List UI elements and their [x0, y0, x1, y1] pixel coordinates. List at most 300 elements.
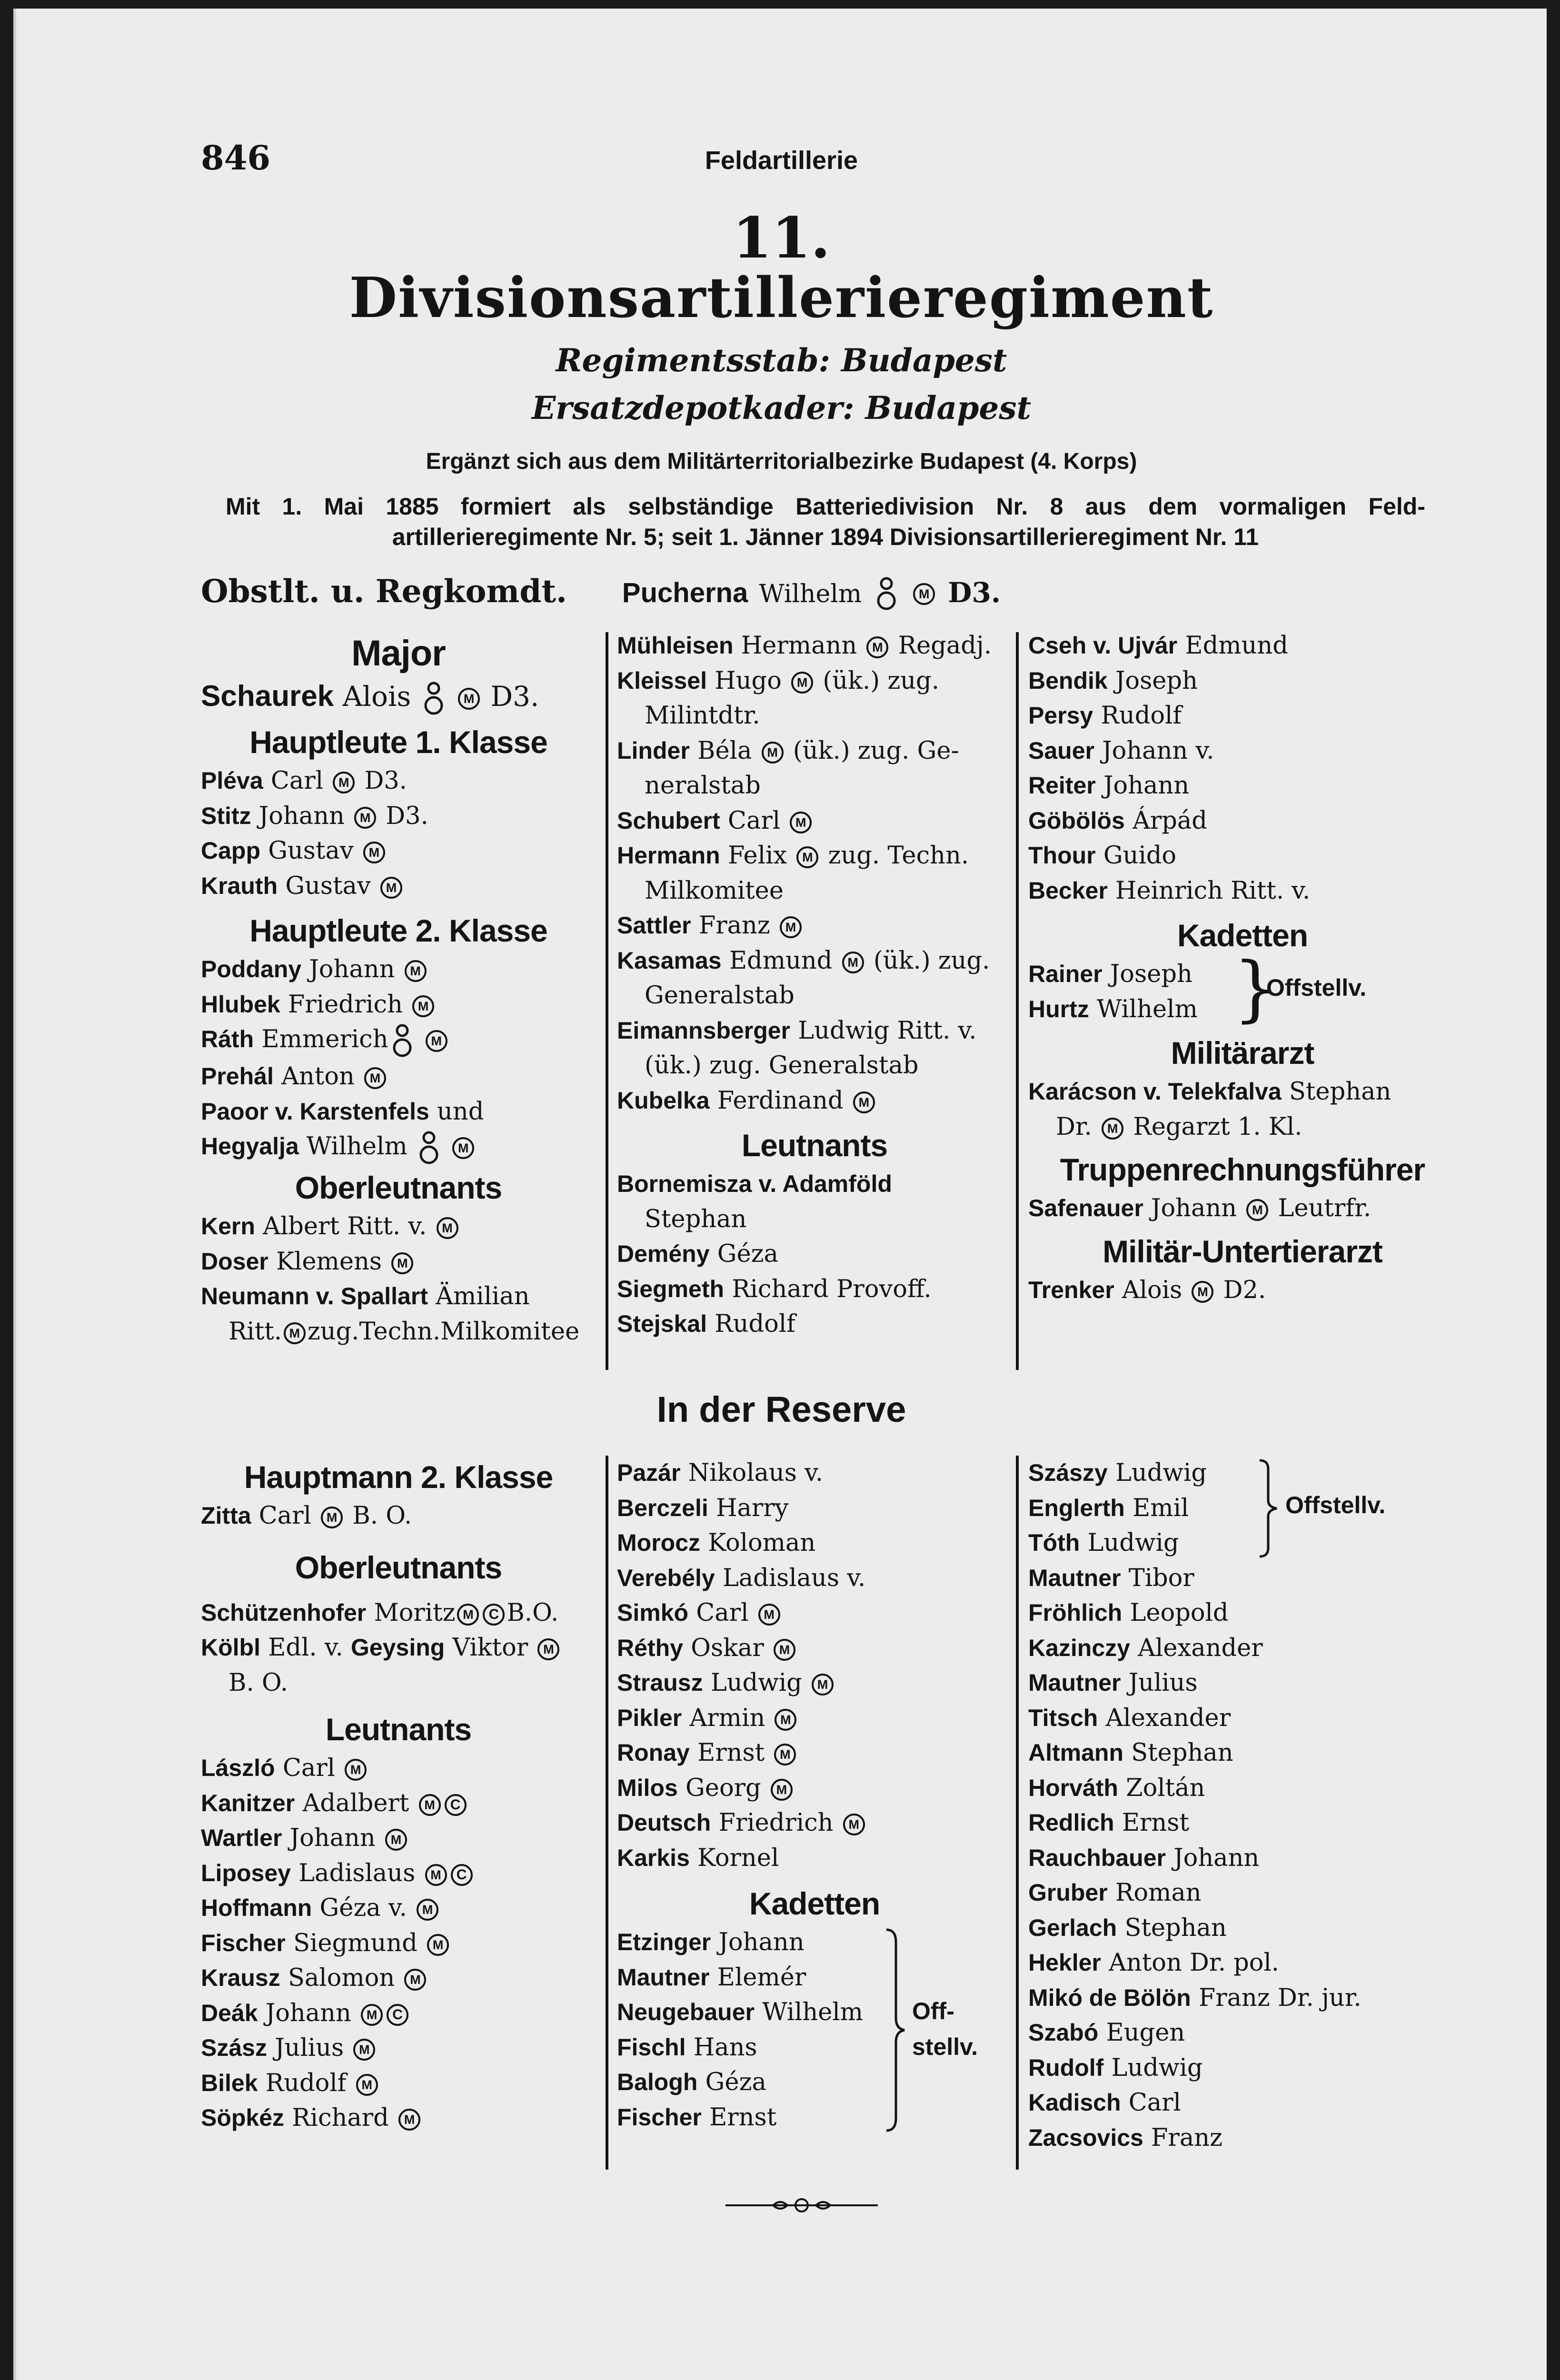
given-name: Béla: [697, 736, 752, 765]
list-item: Safenauer Johann M Leutrfr.: [1028, 1194, 1371, 1222]
reserve-heading: In der Reserve: [656, 1389, 906, 1430]
officers-column-2: [617, 628, 1012, 1342]
m-mark-icon: M: [758, 1604, 780, 1626]
surname: Hlubek: [201, 991, 280, 1018]
surname: Rudolf: [1028, 2054, 1104, 2081]
surname: Mühleisen: [617, 632, 734, 659]
given-name: Ladislaus: [298, 1859, 416, 1887]
given-name: Oskar: [691, 1634, 764, 1662]
surname: Redlich: [1028, 1809, 1114, 1836]
m-mark-icon: M: [762, 742, 784, 764]
list-item: [201, 833, 596, 869]
surname: Hekler: [1028, 1949, 1101, 1976]
given-name: Géza: [705, 2068, 766, 2096]
officers-column-1: [201, 632, 596, 1349]
surname: Capp: [201, 837, 260, 864]
list-item: [617, 1805, 1012, 1841]
surname: Sattler: [617, 912, 691, 939]
given-name: Siegmund: [293, 1929, 417, 1957]
m-mark-icon: M: [452, 1137, 474, 1159]
list-item: [617, 1526, 1012, 1561]
list-item: [201, 1926, 596, 1961]
leutnants-list: [617, 1167, 1012, 1342]
page-title: Divisionsartillerieregiment: [349, 266, 1214, 330]
given-name: Gustav: [268, 837, 354, 865]
surname: Eimannsberger: [617, 1017, 791, 1044]
m-mark-icon: M: [1102, 1118, 1123, 1140]
list-item: [617, 2065, 1012, 2100]
list-item-continuation: B. O.: [229, 1668, 288, 1697]
m-mark-icon: M: [363, 842, 385, 863]
decoration-cross-icon: [875, 576, 897, 612]
given-name: Georg: [686, 1774, 761, 1802]
list-item: [617, 1561, 1012, 1596]
regimentsstab: Regimentsstab: Budapest: [556, 342, 1007, 379]
surname: Cseh v. Ujvár: [1028, 632, 1178, 659]
list-item: [617, 1083, 1012, 1119]
given-name: Rudolf: [715, 1310, 796, 1338]
surname: Ronay: [617, 1739, 690, 1766]
given-name: Alexander: [1138, 1634, 1263, 1662]
m-mark-icon: M: [866, 636, 888, 658]
list-item: Neumann v. Spallart Ämilian: [201, 1282, 530, 1310]
list-item: [617, 1666, 1012, 1701]
given-name: Franz Dr. jur.: [1198, 1983, 1361, 2012]
list-item: Kölbl Edl. v. Geysing Viktor M: [201, 1630, 596, 1666]
note: zug. Techn.: [828, 842, 969, 870]
m-mark-icon: M: [537, 1638, 559, 1660]
page-number: 846: [201, 138, 271, 178]
kadetten-note-2: stellv.: [912, 2033, 978, 2060]
list-item: [1028, 1805, 1457, 1841]
list-item: [617, 1631, 1012, 1666]
given-name: Hans: [693, 2033, 757, 2062]
list-item: [617, 734, 1012, 769]
hauptmann-heading: Hauptmann 2. Klasse: [244, 1459, 553, 1495]
given-name: Carl: [282, 1754, 335, 1782]
given-name: Nikolaus v.: [688, 1459, 824, 1487]
surname: Persy: [1028, 702, 1093, 729]
surname: Deák: [201, 1999, 258, 2026]
m-mark-icon: M: [398, 2109, 420, 2131]
surname: Söpkéz: [201, 2104, 285, 2131]
given-name: Harry: [716, 1494, 789, 1522]
m-mark-icon: M: [333, 772, 355, 793]
kadetten-heading: Kadetten: [1177, 918, 1308, 953]
list-item: [1028, 1666, 1457, 1701]
given-name: Ludwig: [1111, 2053, 1203, 2082]
given-name: Zoltán: [1126, 1774, 1205, 1802]
given-name: Emmerich: [261, 1025, 388, 1053]
list-item: [1028, 2085, 1457, 2121]
list-item: [1028, 1491, 1457, 1526]
surname: Wartler: [201, 1825, 282, 1851]
decoration-cross-icon: [418, 1130, 440, 1166]
surname: Hurtz: [1028, 995, 1089, 1022]
oberleutnants-list: [617, 628, 1012, 1118]
list-item: [1028, 1701, 1457, 1736]
m-mark-icon: M: [913, 583, 935, 605]
surname: Mautner: [617, 1964, 710, 1991]
given-name: Emil: [1133, 1494, 1189, 1522]
officers-column-3: [1028, 628, 1457, 1308]
surname: Kazinczy: [1028, 1634, 1130, 1661]
given-name: Carl: [696, 1599, 749, 1627]
given-name: Gustav: [285, 872, 371, 900]
list-item: [1028, 1875, 1457, 1911]
given-name: Carl: [727, 806, 781, 835]
surname: Kasamas: [617, 947, 722, 974]
hauptleute-2-list: [201, 952, 596, 1094]
m-mark-icon: M: [457, 1604, 479, 1626]
surname: Hoffmann: [201, 1894, 312, 1921]
given-name: Richard Provoff.: [732, 1275, 932, 1303]
given-name: Elemér: [717, 1963, 806, 1992]
given-name: Carl: [270, 767, 324, 795]
given-name: Felix: [727, 842, 787, 870]
surname: Fröhlich: [1028, 1599, 1123, 1626]
list-item: [201, 2101, 596, 2136]
reserve-column-2: [617, 1456, 1012, 2135]
m-mark-icon: M: [853, 1091, 875, 1113]
given-name: Ernst: [709, 2103, 777, 2132]
oberleutnants-heading: Oberleutnants: [295, 1170, 502, 1205]
m-mark-icon: M: [774, 1744, 796, 1765]
regiment-number: 11.: [732, 205, 831, 271]
surname: Szász: [201, 2034, 267, 2061]
m-mark-icon: M: [345, 1759, 367, 1781]
surname: Stitz: [201, 802, 251, 829]
list-item: Karácson v. Telekfalva Stephan: [1028, 1078, 1391, 1106]
given-name: Johann: [718, 1928, 805, 1956]
given-name: Adalbert: [302, 1789, 409, 1817]
list-item: [1028, 1456, 1457, 1491]
list-item: [201, 1821, 596, 1856]
list-item: [1028, 1561, 1457, 1596]
given-name: Roman: [1115, 1879, 1202, 1907]
m-mark-icon: M: [405, 960, 427, 982]
list-item: [1028, 664, 1457, 699]
surname: Linder: [617, 737, 690, 764]
kadetten-group: [617, 1925, 1012, 2135]
given-name: Leopold: [1130, 1599, 1229, 1627]
surname: Sauer: [1028, 737, 1094, 764]
list-item: [617, 1701, 1012, 1736]
surname: Kanitzer: [201, 1789, 295, 1816]
m-mark-icon: M: [796, 846, 818, 868]
surname: Neugebauer: [617, 1999, 755, 2025]
commander-surname: Pucherna: [622, 577, 748, 608]
note: (ük.) zug. Ge-: [793, 736, 959, 765]
surname: Berczeli: [617, 1494, 708, 1521]
surname: Kubelka: [617, 1087, 710, 1114]
m-mark-icon: M: [842, 952, 864, 973]
list-item: [1028, 1771, 1457, 1806]
list-item: [201, 2066, 596, 2101]
history-note: [226, 491, 1425, 552]
given-name: Franz: [698, 912, 770, 940]
list-item: [617, 664, 1012, 699]
surname: Altmann: [1028, 1739, 1123, 1766]
note: (ük.) zug.: [873, 946, 990, 975]
list-item: [201, 1786, 596, 1821]
m-mark-icon: M: [791, 672, 813, 694]
surname: Ráth: [201, 1026, 254, 1052]
hauptleute-1-list: [201, 764, 596, 903]
surname: Strausz: [617, 1669, 703, 1696]
list-item: [201, 1022, 596, 1059]
given-name: Johann: [258, 802, 345, 830]
m-mark-icon: M: [284, 1322, 306, 1344]
surname: Rauchbauer: [1028, 1844, 1166, 1871]
c-mark-icon: C: [387, 2004, 408, 2026]
m-mark-icon: M: [771, 1779, 793, 1801]
list-item: Kern Albert Ritt. v. M: [201, 1209, 596, 1244]
leutnants-list: [617, 1456, 1012, 1875]
suffix: D3.: [386, 802, 428, 830]
surname: Titsch: [1028, 1704, 1098, 1731]
list-item: [201, 2031, 596, 2066]
m-mark-icon: M: [780, 916, 802, 938]
list-item: [617, 1237, 1012, 1272]
list-item-continuation: Milkomitee: [645, 876, 784, 905]
list-item: Schützenhofer Moritz M C B.O.: [201, 1598, 559, 1627]
surname: Bendik: [1028, 667, 1108, 694]
given-name: Johann: [309, 955, 395, 983]
m-mark-icon: M: [361, 2004, 383, 2026]
given-name: Franz: [1151, 2123, 1222, 2152]
decoration-cross-icon: [423, 681, 445, 717]
m-mark-icon: M: [417, 1899, 438, 1921]
surname: Krausz: [201, 1964, 280, 1991]
leutnants-list: [1028, 628, 1457, 908]
recruitment-note: Ergänzt sich aus dem Militärterritorialbezirke Budapest (4. Korps): [426, 449, 1137, 474]
given-name: Stephan: [1131, 1739, 1233, 1767]
list-item: [617, 1013, 1012, 1049]
list-item: [617, 1841, 1012, 1876]
given-name: Eugen: [1106, 2019, 1185, 2047]
m-mark-icon: M: [1246, 1199, 1268, 1221]
list-item: [201, 1891, 596, 1926]
list-item: [617, 908, 1012, 943]
surname: Hermann: [617, 842, 720, 869]
given-name: Johann: [1173, 1844, 1260, 1872]
untertierarzt-heading: Militär-Untertierarzt: [1103, 1233, 1382, 1269]
hauptleute-2-heading: Hauptleute 2. Klasse: [249, 913, 547, 948]
given-name: Edmund: [1185, 632, 1288, 660]
given-name: Hugo: [715, 666, 782, 695]
given-name: Alexander: [1105, 1704, 1231, 1732]
list-item: [201, 1961, 596, 1996]
m-mark-icon: M: [380, 877, 402, 899]
given-name: Anton Dr. pol.: [1109, 1949, 1280, 1977]
given-name: Ernst: [697, 1739, 765, 1767]
given-name: Hermann: [741, 632, 857, 660]
list-item: [201, 1996, 596, 2031]
c-mark-icon: C: [451, 1864, 473, 1886]
commander-rank: Obstlt. u. Regkomdt.: [201, 573, 567, 610]
surname: Morocz: [617, 1529, 700, 1556]
surname: Prehál: [201, 1063, 274, 1090]
surname: Horváth: [1028, 1774, 1118, 1801]
given-name: Friedrich: [718, 1809, 834, 1837]
suffix: D3.: [364, 767, 407, 795]
surname: Kadisch: [1028, 2089, 1121, 2116]
given-name: Ludwig: [1087, 1529, 1179, 1557]
oberleutnants-heading: Oberleutnants: [295, 1549, 502, 1585]
surname: Kleissel: [617, 667, 707, 694]
m-mark-icon: M: [775, 1709, 796, 1731]
surname: Deutsch: [617, 1809, 711, 1836]
surname: Gerlach: [1028, 1914, 1117, 1941]
surname: Schubert: [617, 807, 720, 834]
given-name: Géza: [717, 1240, 778, 1268]
list-item: [201, 869, 596, 904]
kadetten-note: Offstellv.: [1266, 974, 1367, 1001]
brace: }: [1233, 947, 1279, 1030]
list-item: [1028, 1526, 1457, 1561]
list-item-continuation: Dr. M Regarzt 1. Kl.: [1056, 1112, 1302, 1141]
given-name: Árpád: [1132, 806, 1207, 835]
given-name: Kornel: [697, 1844, 779, 1872]
surname: Fischer: [201, 1929, 286, 1956]
list-item: [1028, 628, 1457, 664]
list-item: [617, 1596, 1012, 1631]
given-name: Ladislaus v.: [722, 1564, 866, 1592]
brace: [1257, 1458, 1281, 1558]
surname: Pléva: [201, 767, 263, 794]
offstellv-note: Offstellv.: [1285, 1492, 1386, 1518]
leutnants-list: [201, 1751, 596, 2136]
list-item: [201, 987, 596, 1022]
surname: Bilek: [201, 2069, 258, 2096]
list-item: [1028, 2051, 1457, 2086]
given-name: Stephan: [1124, 1914, 1227, 1942]
m-mark-icon: M: [425, 1864, 447, 1886]
kadetten-note-1: Off-: [912, 1998, 954, 2024]
m-mark-icon: M: [321, 1507, 343, 1528]
m-mark-icon: M: [458, 688, 480, 710]
m-mark-icon: M: [812, 1674, 834, 1696]
surname: Fischl: [617, 2033, 686, 2061]
commander-suffix: D3.: [948, 576, 1001, 609]
m-mark-icon: M: [404, 1969, 426, 1991]
given-name: Friedrich: [288, 990, 403, 1019]
list-item: [201, 1059, 596, 1094]
page: [13, 9, 1547, 2380]
list-item: [617, 1167, 1012, 1202]
list-item: [1028, 2015, 1457, 2051]
given-name: Joseph: [1115, 666, 1198, 695]
list-item: [1028, 698, 1457, 734]
list-item: [617, 803, 1012, 839]
list-item: [617, 1735, 1012, 1771]
major-heading: Major: [351, 633, 446, 674]
given-name: Joseph: [1110, 960, 1192, 988]
surname: Englerth: [1028, 1494, 1125, 1521]
surname: Rainer: [1028, 961, 1103, 987]
surname: Karkis: [617, 1844, 690, 1871]
given-name: Wilhelm: [1096, 995, 1198, 1023]
m-mark-icon: M: [353, 2039, 375, 2061]
given-name: Ferdinand: [717, 1086, 844, 1115]
c-mark-icon: C: [483, 1604, 505, 1626]
given-name: Koloman: [708, 1529, 816, 1557]
surname: Etzinger: [617, 1929, 711, 1955]
list-item: [1028, 1911, 1457, 1946]
list-item: [617, 628, 1012, 664]
given-name: Ernst: [1122, 1809, 1189, 1837]
m-mark-icon: M: [364, 1067, 386, 1089]
column-rule: [606, 632, 608, 1370]
running-head: Feldartillerie: [705, 146, 858, 175]
given-name: Carl: [1128, 2089, 1181, 2117]
m-mark-icon: M: [774, 1639, 795, 1661]
surname: Pazár: [617, 1459, 681, 1486]
surname: Szabó: [1028, 2019, 1099, 2046]
brace: [884, 1928, 907, 2132]
kadetten-heading: Kadetten: [749, 1886, 880, 1921]
surname: Mikó de Bölön: [1028, 1984, 1191, 2011]
given-name: Ludwig: [710, 1669, 802, 1697]
list-item: [617, 1491, 1012, 1526]
list-item-continuation: Ritt. M zug.Techn.Milkomitee: [229, 1317, 580, 1346]
surname: Milos: [617, 1774, 678, 1801]
list-item: Zitta Carl M B. O.: [201, 1502, 412, 1530]
m-mark-icon: M: [1192, 1281, 1213, 1303]
list-item: [617, 1456, 1012, 1491]
list-item-continuation: neralstab: [645, 772, 761, 800]
given-name: Julius: [1128, 1669, 1198, 1697]
surname: Verebély: [617, 1564, 715, 1591]
reserve-column-3: [1028, 1456, 1457, 2155]
c-mark-icon: C: [445, 1794, 467, 1816]
history-line-2: artillerieregimente Nr. 5; seit 1. Jänner 1894 Divisionsartillerieregiment Nr. 11: [392, 524, 1259, 550]
leutnants-heading: Leutnants: [741, 1128, 888, 1163]
given-name: Johann v.: [1102, 736, 1214, 765]
surname: Demény: [617, 1240, 710, 1267]
surname: Göbölös: [1028, 807, 1125, 834]
given-name: Anton: [281, 1062, 355, 1091]
surname: Gruber: [1028, 1879, 1108, 1906]
ornament-icon: [725, 2196, 878, 2215]
kadetten-group: [1028, 947, 1457, 1030]
m-mark-icon: M: [437, 1217, 458, 1239]
leutnants-heading: Leutnants: [325, 1712, 472, 1747]
given-name: Heinrich Ritt. v.: [1115, 876, 1311, 905]
given-name: Salomon: [288, 1964, 395, 1992]
surname: Balogh: [617, 2069, 698, 2095]
list-item: [1028, 734, 1457, 769]
surname: Poddany: [201, 956, 302, 982]
list-item: [1028, 2121, 1457, 2156]
given-name: Ludwig: [1115, 1459, 1207, 1487]
ersatzdepotkader: Ersatzdepotkader: Budapest: [532, 389, 1031, 426]
surname: Simkó: [617, 1599, 689, 1626]
given-name: Ludwig Ritt. v.: [798, 1016, 977, 1045]
note: Regadj.: [898, 632, 992, 660]
m-mark-icon: M: [790, 812, 812, 833]
militaerarzt-heading: Militärarzt: [1171, 1035, 1314, 1071]
hauptleute-1-heading: Hauptleute 1. Klasse: [249, 724, 547, 760]
list-item: [617, 1960, 1012, 1995]
list-item: [1028, 838, 1457, 873]
list-item: [201, 799, 596, 834]
given-name: Johann: [289, 1824, 376, 1852]
surname: Pikler: [617, 1704, 682, 1731]
commander-line: [201, 573, 1001, 612]
list-item: [201, 1856, 596, 1891]
